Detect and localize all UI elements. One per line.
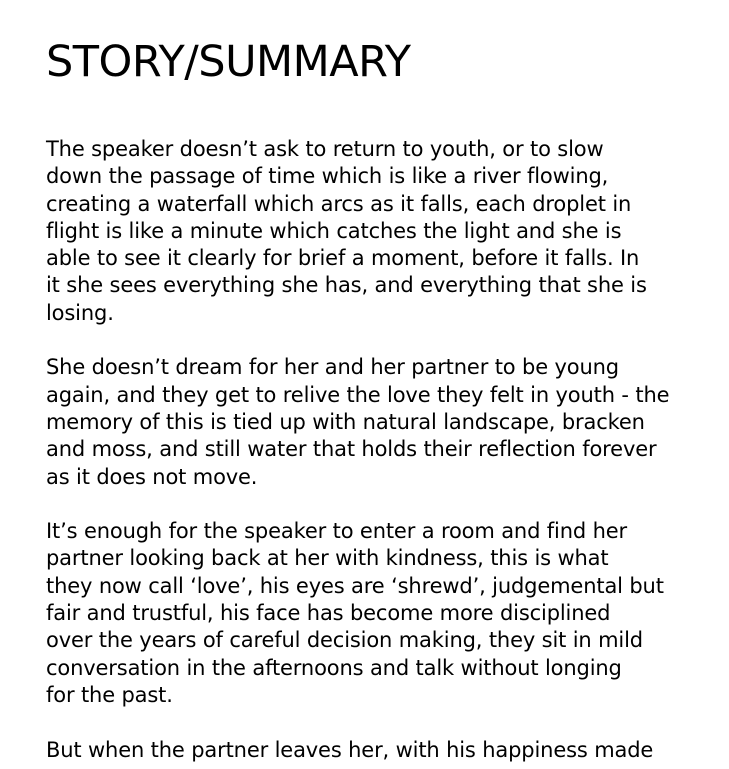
text-line: fair and trustful, his face has become more disciplined [46, 601, 611, 626]
text-line: they now call ‘love’, his eyes are ‘shrewd’, judgemental but [46, 573, 664, 598]
text-line: memory of this is tied up with natural landscape, bracken [46, 409, 645, 434]
text-line: and moss, and still water that holds their reflection forever [46, 437, 657, 462]
text-line: conversation in the afternoons and talk without longing [46, 655, 622, 680]
paragraph-4 [46, 737, 726, 764]
paragraph-1 [46, 136, 726, 327]
text-line: it she sees everything she has, and everything that she is [46, 273, 647, 298]
text-line: creating a waterfall which arcs as it falls, each droplet in [46, 191, 632, 216]
text-line: It’s enough for the speaker to enter a room and find her [46, 519, 627, 544]
text-line: for the past. [46, 682, 173, 707]
text-line: able to see it clearly for brief a moment, before it falls. In [46, 246, 640, 271]
text-line: over the years of careful decision making, they sit in mild [46, 628, 643, 653]
text-line: But when the partner leaves her, with his happiness made [46, 737, 654, 762]
text-line: The speaker doesn’t ask to return to youth, or to slow [46, 137, 604, 161]
text-line: She doesn’t dream for her and her partner to be young [46, 355, 619, 380]
text-line: again, and they get to relive the love they felt in youth - the [46, 382, 670, 407]
text-line: flight is like a minute which catches the light and she is [46, 218, 622, 243]
paragraph-3 [46, 518, 726, 709]
paragraph-2 [46, 354, 726, 490]
text-line: partner looking back at her with kindness, this is what [46, 546, 609, 571]
document-body [46, 136, 726, 769]
text-line: down the passage of time which is like a river flowing, [46, 164, 609, 189]
text-line: losing. [46, 300, 114, 325]
text-line: as it does not move. [46, 464, 258, 489]
page-title: STORY/SUMMARY [46, 37, 411, 87]
